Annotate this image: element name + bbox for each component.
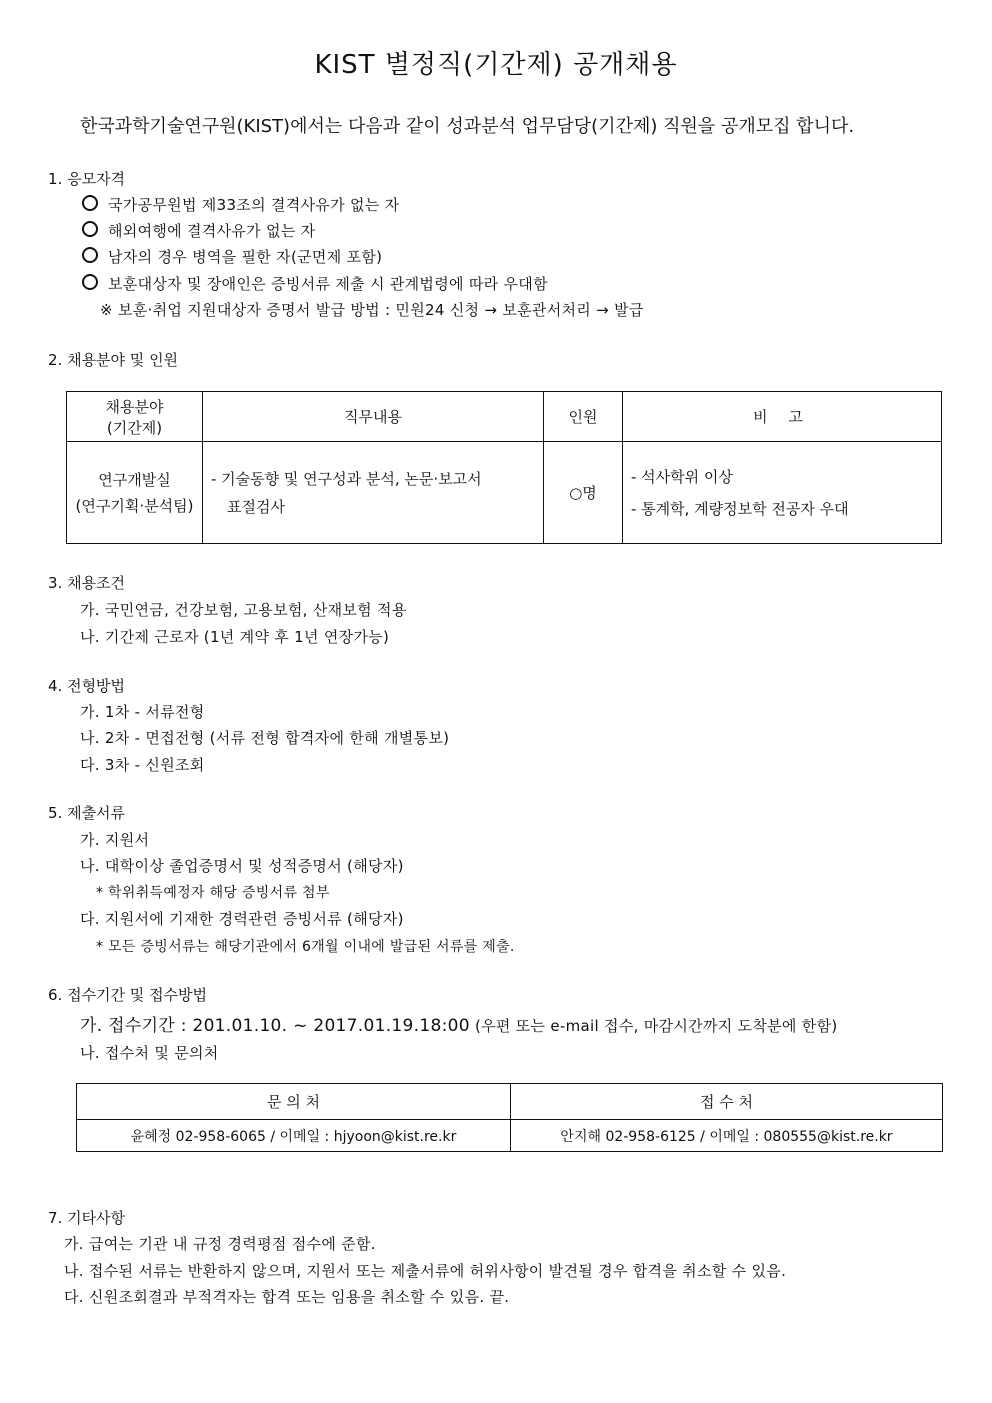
section-2-heading: 2. 채용분야 및 인원 [48, 351, 179, 369]
count-cell: ○명 [544, 442, 623, 544]
circle-bullet-icon [82, 221, 98, 237]
intro-text: 한국과학기술연구원(KIST)에서는 다음과 같이 성과분석 업무담당(기간제) 직원을 공개모집 합니다. [80, 116, 855, 137]
note-text: ※ 보훈·취업 지원대상자 증명서 발급 방법 : 민원24 신청 → 보훈관서처리 → 발급 [100, 301, 644, 319]
duty-cell: - 기술동향 및 연구성과 분석, 논문·보고서 표절검사 [203, 442, 544, 544]
section-1-heading: 1. 응모자격 [48, 170, 126, 188]
table-header-row [77, 1084, 943, 1120]
note-text: * 학위취득예정자 해당 증빙서류 첨부 [96, 885, 330, 901]
circle-bullet-icon [82, 195, 98, 211]
section-6-heading: 6. 접수기간 및 접수방법 [48, 986, 208, 1004]
list-item: 나. 접수처 및 문의처 [80, 1044, 219, 1062]
list-item: 가. 지원서 [80, 831, 150, 849]
col-header-inquiry: 문 의 처 [77, 1084, 511, 1120]
table-row [67, 442, 942, 544]
note-text: * 모든 증빙서류는 해당기관에서 6개월 이내에 발급된 서류를 제출. [96, 939, 515, 955]
section-7-heading: 7. 기타사항 [48, 1209, 126, 1227]
list-item: 다. 지원서에 기재한 경력관련 증빙서류 (해당자) [80, 910, 404, 928]
list-item: 가. 급여는 기관 내 규정 경력평점 점수에 준함. [64, 1235, 376, 1253]
list-item: 국가공무원법 제33조의 결격사유가 없는 자 [82, 194, 399, 215]
page-title: KIST 별정직(기간제) 공개채용 [314, 50, 678, 80]
field-cell: 연구개발실 (연구기획·분석팀) [67, 442, 203, 544]
reception-cell: 안지해 02-958-6125 / 이메일 : 080555@kist.re.kr [511, 1120, 943, 1152]
list-item: 나. 2차 - 면접전형 (서류 전형 합격자에 한해 개별통보) [80, 729, 450, 747]
table-header-row [67, 392, 942, 442]
list-item: 가. 국민연금, 건강보험, 고용보험, 산재보험 적용 [80, 601, 407, 619]
positions-table [66, 391, 942, 544]
list-item: 보훈대상자 및 장애인은 증빙서류 제출 시 관계법령에 따라 우대함 [82, 273, 548, 294]
section-3-heading: 3. 채용조건 [48, 574, 126, 592]
list-item: 나. 접수된 서류는 반환하지 않으며, 지원서 또는 제출서류에 허위사항이 발견될 경우 합격을 취소할 수 있음. [64, 1262, 787, 1280]
remark-cell: - 석사학위 이상 - 통계학, 계량정보학 전공자 우대 [623, 442, 942, 544]
list-item: 나. 대학이상 졸업증명서 및 성적증명서 (해당자) [80, 857, 404, 875]
col-header-duty: 직무내용 [203, 392, 544, 442]
section-4-heading: 4. 전형방법 [48, 677, 126, 695]
col-header-count: 인원 [544, 392, 623, 442]
col-header-remark: 비 고 [623, 392, 942, 442]
table-row [77, 1120, 943, 1152]
circle-bullet-icon [82, 247, 98, 263]
col-header-reception: 접 수 처 [511, 1084, 943, 1120]
circle-bullet-icon [82, 274, 98, 290]
inquiry-cell: 윤혜정 02-958-6065 / 이메일 : hjyoon@kist.re.kr [77, 1120, 511, 1152]
list-item: 다. 3차 - 신원조회 [80, 756, 205, 774]
list-item: 다. 신원조회결과 부적격자는 합격 또는 임용을 취소할 수 있음. 끝. [64, 1288, 510, 1306]
reception-period: 가. 접수기간 : 201.01.10. ~ 2017.01.19.18:00 (우편 또는 e-mail 접수, 마감시간까지 도착분에 한함) [80, 1016, 838, 1036]
contact-table [76, 1083, 943, 1152]
list-item: 나. 기간제 근로자 (1년 계약 후 1년 연장가능) [80, 628, 390, 646]
section-5-heading: 5. 제출서류 [48, 804, 126, 822]
list-item: 가. 1차 - 서류전형 [80, 703, 205, 721]
list-item: 남자의 경우 병역을 필한 자(군면제 포함) [82, 246, 382, 267]
list-item: 해외여행에 결격사유가 없는 자 [82, 220, 315, 241]
col-header-field: 채용분야 (기간제) [67, 392, 203, 442]
